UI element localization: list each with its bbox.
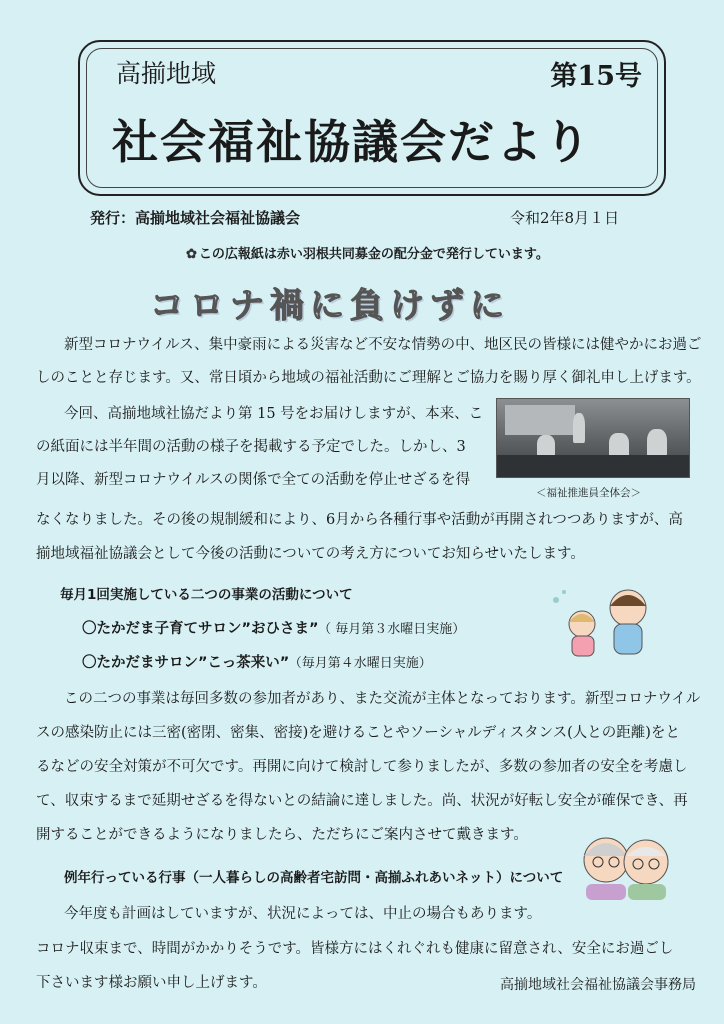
- paragraph-line: の紙面には半年間の活動の様子を掲載する予定でした。しかし、3: [36, 439, 466, 455]
- photo-person: [647, 429, 667, 457]
- event-name: 〇たかだまサロン”こっ茶来い”: [82, 655, 290, 671]
- photo-person: [573, 413, 585, 443]
- event-name: 〇たかだま子育てサロン”おひさま”: [82, 621, 319, 637]
- paragraph-line: 今回、高揃地域社協だより第 15 号をお届けしますが、本来、こ: [64, 406, 484, 422]
- paragraph-line: 新型コロナウイルス、集中豪雨による災害など不安な情勢の中、地区民の皆様には健やかにお過ご: [64, 337, 702, 353]
- paragraph-line: て、収束するまで延期せざるを得ないとの結論に達しました。尚、状況が好転し安全が確保でき、再: [36, 793, 688, 809]
- photo-caption: ＜福祉推進員全体会＞: [536, 487, 641, 499]
- photo-whiteboard: [505, 405, 575, 435]
- issue-number: 第15号: [550, 61, 642, 92]
- event-schedule: （ 毎月第３水曜日実施）: [324, 622, 466, 637]
- event-item-kids-salon: [82, 617, 465, 638]
- photo-tables: [497, 455, 689, 477]
- paragraph-line: 開することができるようになりましたら、ただちにご案内させて戴きます。: [36, 827, 528, 843]
- headline: コロナ禍に負けずに: [150, 286, 510, 326]
- event-schedule: （毎月第４水曜日実施）: [295, 656, 432, 671]
- event-item-tea-salon: [82, 651, 432, 672]
- photo-person: [537, 435, 555, 457]
- funding-notice-text: この広報紙は赤い羽根共同募金の配分金で発行しています。: [198, 247, 549, 262]
- paragraph-line: スの感染防止には三密(密閉、密集、密接)を避けることやソーシャルディスタンス(人との距離)をと: [36, 725, 680, 741]
- paragraph-line: コロナ収束まで、時間がかかりそうです。皆様方にはくれぐれも健康に留意され、安全にお過ごし: [36, 941, 674, 957]
- paragraph-line: 月以降、新型コロナウイルスの関係で全ての活動を停止せざるを得: [36, 472, 471, 488]
- publisher: 発行：高揃地域社会福祉協議会: [90, 209, 301, 227]
- flower-icon: ✿: [186, 247, 197, 262]
- paragraph-line: なくなりました。その後の規制緩和により、6月から各種行事や活動が再開されつつありますが、高: [36, 512, 683, 528]
- paragraph-line: 揃地域福祉協議会として今後の活動についての考え方についてお知らせいたします。: [36, 546, 585, 562]
- photo-person: [609, 433, 629, 457]
- paragraph-line: しのことと存じます。又、常日頃から地域の福祉活動にご理解とご協力を賜り厚く御礼申し上げます。: [36, 370, 701, 386]
- section-heading-annual: 例年行っている行事（一人暮らしの高齢者宅訪問・高揃ふれあいネット）について: [64, 870, 564, 886]
- issue-date: 令和2年8月１日: [510, 209, 620, 227]
- children-illustration: [540, 580, 660, 660]
- section-heading-monthly: 毎月1回実施している二つの事業の活動について: [60, 587, 353, 603]
- elderly-couple-illustration: [570, 826, 680, 902]
- newsletter-title: 社会福祉協議会だより: [112, 115, 592, 169]
- region-name: 高揃地域: [116, 59, 217, 88]
- paragraph-line: 今年度も計画はしていますが、状況によっては、中止の場合もあります。: [64, 906, 542, 922]
- paragraph-line: るなどの安全対策が不可欠です。再開に向けて検討して参りましたが、多数の参加者の安全を考慮し: [36, 759, 688, 775]
- paragraph-line: この二つの事業は毎回多数の参加者があり、また交流が主体となっております。新型コロナウイル: [64, 691, 701, 707]
- paragraph-line: 下さいます様お願い申し上げます。: [36, 975, 267, 991]
- signature: 高揃地域社会福祉協議会事務局: [500, 977, 696, 993]
- funding-notice: [186, 243, 549, 262]
- meeting-photo: [496, 398, 690, 478]
- masthead: [78, 40, 666, 196]
